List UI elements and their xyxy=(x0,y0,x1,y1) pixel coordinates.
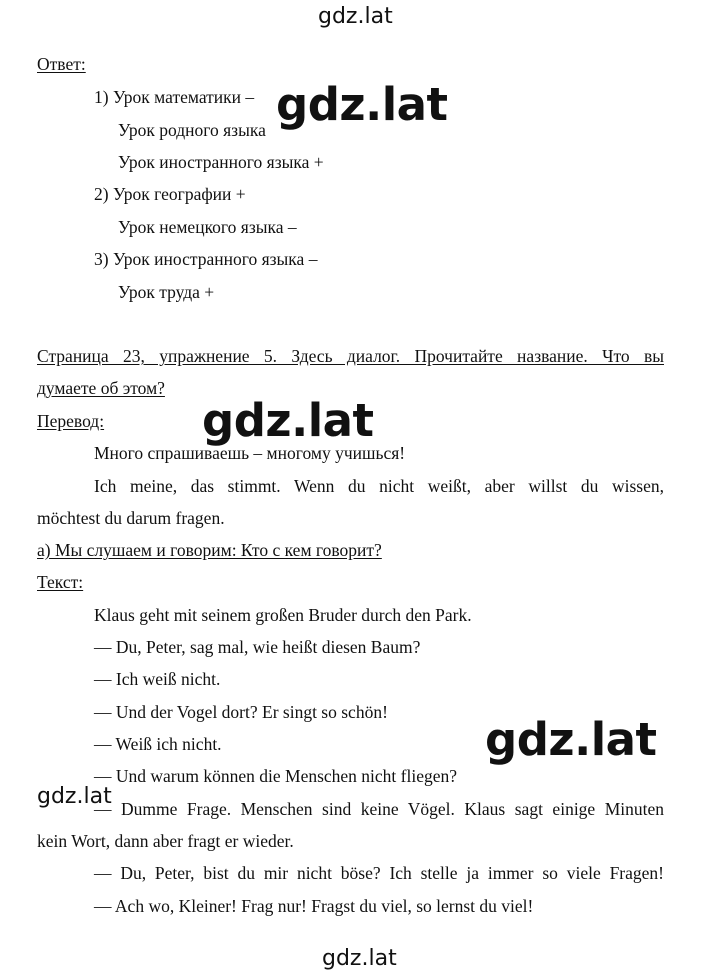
translation-line: möchtest du darum fragen. xyxy=(37,508,225,528)
answer-item: Урок немецкого языка – xyxy=(118,217,297,237)
translation-line: Много спрашиваешь – многому учишься! xyxy=(94,443,406,463)
text-line: kein Wort, dann aber fragt er wieder. xyxy=(37,831,294,851)
answer-item: Урок иностранного языка + xyxy=(118,152,324,172)
answer-item: Урок родного языка xyxy=(118,120,266,140)
watermark-bottom: gdz.lat xyxy=(322,946,397,971)
text-line: — Und der Vogel dort? Er singt so schön! xyxy=(94,702,388,722)
text-line: — Dumme Frage. Menschen sind keine Vögel. Klaus sagt einige Minuten xyxy=(94,799,664,819)
watermark-2: gdz.lat xyxy=(202,394,374,447)
answer-item: Урок труда + xyxy=(118,282,215,302)
text-line: — Ach wo, Kleiner! Frag nur! Fragst du viel, so lernst du viel! xyxy=(94,896,534,916)
task-a: а) Мы слушаем и говорим: Кто с кем говорит? xyxy=(37,540,382,560)
watermark-3: gdz.lat xyxy=(485,713,657,766)
text-line: — Und warum können die Menschen nicht fliegen? xyxy=(94,766,458,786)
watermark-1: gdz.lat xyxy=(276,78,448,131)
text-line: — Weiß ich nicht. xyxy=(94,734,222,754)
text-line: — Du, Peter, bist du mir nicht böse? Ich stelle ja immer so viele Fragen! xyxy=(94,863,664,883)
text-line: — Du, Peter, sag mal, wie heißt diesen Baum? xyxy=(94,637,421,657)
exercise-title-cont: думаете об этом? xyxy=(37,378,165,398)
text-heading: Текст: xyxy=(37,572,84,592)
answer-item: 2) Урок географии + xyxy=(94,184,246,204)
translation-line: Ich meine, das stimmt. Wenn du nicht weißt, aber willst du wissen, xyxy=(94,476,664,496)
exercise-title: Страница 23, упражнение 5. Здесь диалог. Прочитайте название. Что вы xyxy=(37,346,664,366)
watermark-left: gdz.lat xyxy=(37,784,112,809)
answer-heading: Ответ: xyxy=(37,54,86,74)
translation-heading: Перевод: xyxy=(37,411,105,431)
text-line: Klaus geht mit seinem großen Bruder durch den Park. xyxy=(94,605,472,625)
answer-item: 1) Урок математики – xyxy=(94,87,255,107)
text-line: — Ich weiß nicht. xyxy=(94,669,221,689)
answer-item: 3) Урок иностранного языка – xyxy=(94,249,318,269)
watermark-top: gdz.lat xyxy=(318,4,393,29)
